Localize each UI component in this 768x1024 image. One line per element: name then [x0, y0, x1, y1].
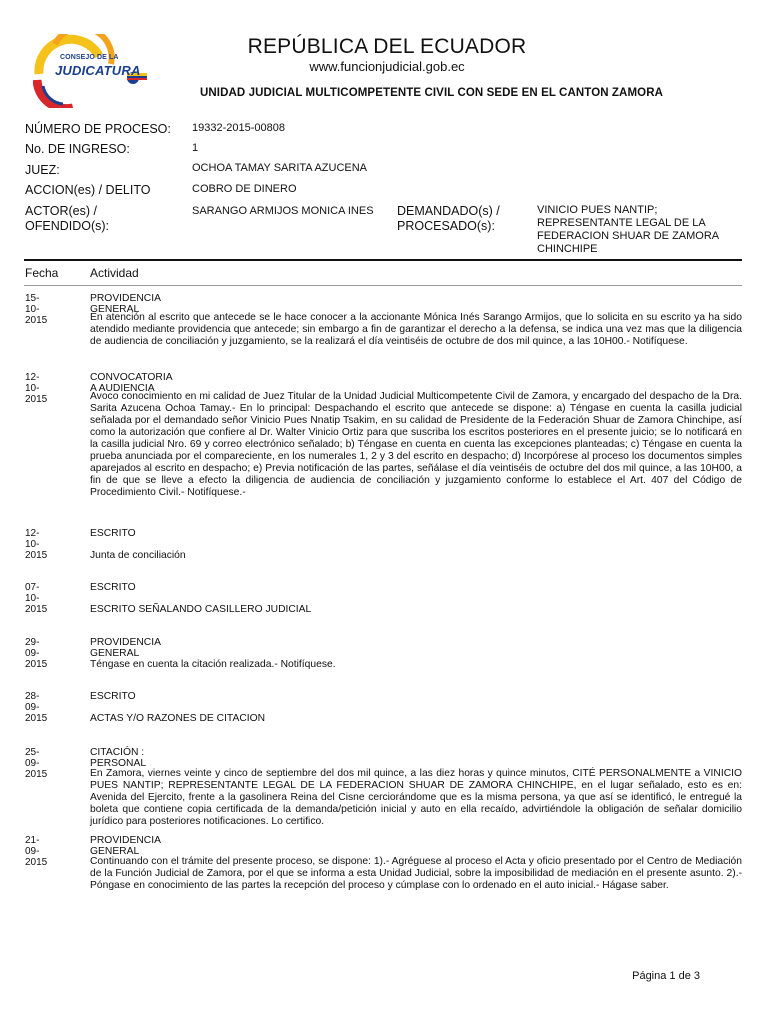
actor-value: SARANGO ARMIJOS MONICA INES: [192, 205, 374, 217]
entry-date: 15-10-2015: [25, 293, 48, 326]
entry-activity: CONVOCATORIA A AUDIENCIA: [90, 372, 173, 394]
juez-label: JUEZ:: [25, 163, 60, 177]
actor-label-line1: ACTOR(es) /: [25, 204, 97, 218]
court-name: UNIDAD JUDICIAL MULTICOMPETENTE CIVIL CON SEDE EN EL CANTON ZAMORA: [200, 87, 664, 99]
entry-activity: PROVIDENCIA GENERAL: [90, 293, 161, 315]
page-number: Página 1 de 3: [632, 970, 700, 982]
entry-activity: CITACIÓN : PERSONAL: [90, 747, 147, 769]
juez-value: OCHOA TAMAY SARITA AZUCENA: [192, 162, 368, 174]
entry-activity: ESCRITO: [90, 691, 136, 702]
entry-description: ESCRITO SEÑALANDO CASILLERO JUDICIAL: [90, 604, 312, 615]
entry-description: Junta de conciliación: [90, 550, 186, 561]
entry-date: 28-09-2015: [25, 691, 48, 724]
entry-date: 12-10-2015: [25, 372, 48, 405]
page-title: REPÚBLICA DEL ECUADOR: [247, 35, 527, 58]
numero-ingreso-value: 1: [192, 142, 199, 154]
demandado-value-line4: CHINCHIPE: [537, 243, 598, 255]
entry-description: En Zamora, viernes veinte y cinco de septiembre del dos mil quince, a las diez horas y quince minutos, CITÉ PERSONALMENTE a VINICIO PUES NANTIP; REPRESENTANTE LEGAL DE LA FEDERACION SHUAR DE ZAMORA CHINCHIPE, en el lugar señalado, esto es en: Avenida del Ejercito, frente a la gasolinera Reina del Cisne cerciorándome que es la misma persona, ya que así se identificó, le entregué la boleta que contiene copia certificada de la demanda/petición inicial y auto en ella recaído, advirtiéndole la obligación de señalar domicilio jurídico para posteriores notificaciones. Lo certifico.: [90, 768, 742, 827]
website-url: www.funcionjudicial.gob.ec: [309, 59, 465, 74]
entry-description: Continuando con el trámite del presente proceso, se dispone: 1).- Agréguese al proceso el Acta y oficio presentado por el Centro de Mediación de la Función Judicial de Zamora, por el que se informa a esta Unidad Judicial, sobre la imposibilidad de mediación en el presente asunto. 2).- Póngase en conocimiento de las partes la recepción del proceso y cúmplase con lo ordenado en el auto inicial.- Hágase saber.: [90, 856, 742, 891]
actor-label-line2: OFENDIDO(s):: [25, 219, 110, 233]
entry-description: Téngase en cuenta la citación realizada.- Notifíquese.: [90, 659, 336, 670]
entry-description: En atención al escrito que antecede se le hace conocer a la accionante Mónica Inés Sarango Armijos, que lo solicita en su escrito ya ha sido atendido mediante providencia que antecede; sin embargo a fin de garantizar el derecho a la defensa, se indica una vez mas que la diligencia de audiencia de conciliación y juzgamiento, se la realizará el día veintiséis de octubre de dos mil quince, a las 10H00.- Notifíquese.: [90, 312, 742, 347]
accion-delito-label: ACCION(es) / DELITO: [25, 183, 151, 197]
numero-proceso-label: NÚMERO DE PROCESO:: [25, 122, 171, 136]
header-divider: [24, 285, 742, 286]
numero-proceso-value: 19332-2015-00808: [192, 122, 285, 134]
entry-activity: ESCRITO: [90, 582, 136, 593]
entry-date: 25-09-2015: [25, 747, 48, 780]
entry-date: 21-09-2015: [25, 835, 48, 868]
entry-activity: PROVIDENCIA GENERAL: [90, 637, 161, 659]
entry-description: ACTAS Y/O RAZONES DE CITACION: [90, 713, 266, 724]
demandado-value-line1: VINICIO PUES NANTIP;: [537, 204, 658, 216]
demandado-value-line3: FEDERACION SHUAR DE ZAMORA: [537, 230, 720, 242]
logo-text-big: JUDICATURA: [55, 63, 141, 78]
numero-ingreso-label: No. DE INGRESO:: [25, 142, 130, 156]
entry-date: 12-10-2015: [25, 528, 48, 561]
demandado-label-line2: PROCESADO(s):: [397, 219, 495, 233]
accion-delito-value: COBRO DE DINERO: [192, 183, 297, 195]
entry-date: 29-09-2015: [25, 637, 48, 670]
entry-activity: PROVIDENCIA GENERAL: [90, 835, 161, 857]
section-divider: [24, 259, 742, 261]
logo-text-small: CONSEJO DE LA: [60, 54, 119, 61]
column-header-actividad: Actividad: [90, 266, 139, 280]
demandado-value-line2: REPRESENTANTE LEGAL DE LA: [537, 217, 706, 229]
column-header-fecha: Fecha: [25, 266, 59, 280]
demandado-label-line1: DEMANDADO(s) /: [397, 204, 500, 218]
entry-date: 07-10-2015: [25, 582, 48, 615]
entry-activity: ESCRITO: [90, 528, 136, 539]
entry-description: Avoco conocimiento en mi calidad de Juez Titular de la Unidad Judicial Multicompetente Civil de Zamora, y encargado del despacho de la Dra. Sarita Azucena Ochoa Tamay.- En lo principal: Despachando el escrito que antecede se dispone: a) Téngase en cuenta la casilla judicial señalada por el demandado señor Vinicio Pues Nnatip Tsakim, en su calidad de Presidente de la Federación Shuar de Zamora Chinchipe, así como la autorización que confiere al Dr. Walter Vinicio Ortiz para que suscriba los escritos posteriores en el presente juicio; se lo notificará en la casilla judicial Nro. 69 y correo electrónico señalado; b) Téngase en cuenta en cuenta las excepciones planteadas; c) Téngase en cuenta la prueba anunciada por el compareciente, en los numerales 1, 2 y 3 del escrito en despacho; d) Incorpórese al proceso los documentos simples aparejados al escrito en despacho; e) Previa notificación de las partes, señálase el día veintiséis de octubre del dos mil quince, a las 10H00, a fin de que se lleve a efecto la diligencia de audiencia de conciliación y juzgamiento conforme lo establece el Art. 407 del Código de Procedimiento Civil.- Notifíquese.-: [90, 391, 742, 498]
